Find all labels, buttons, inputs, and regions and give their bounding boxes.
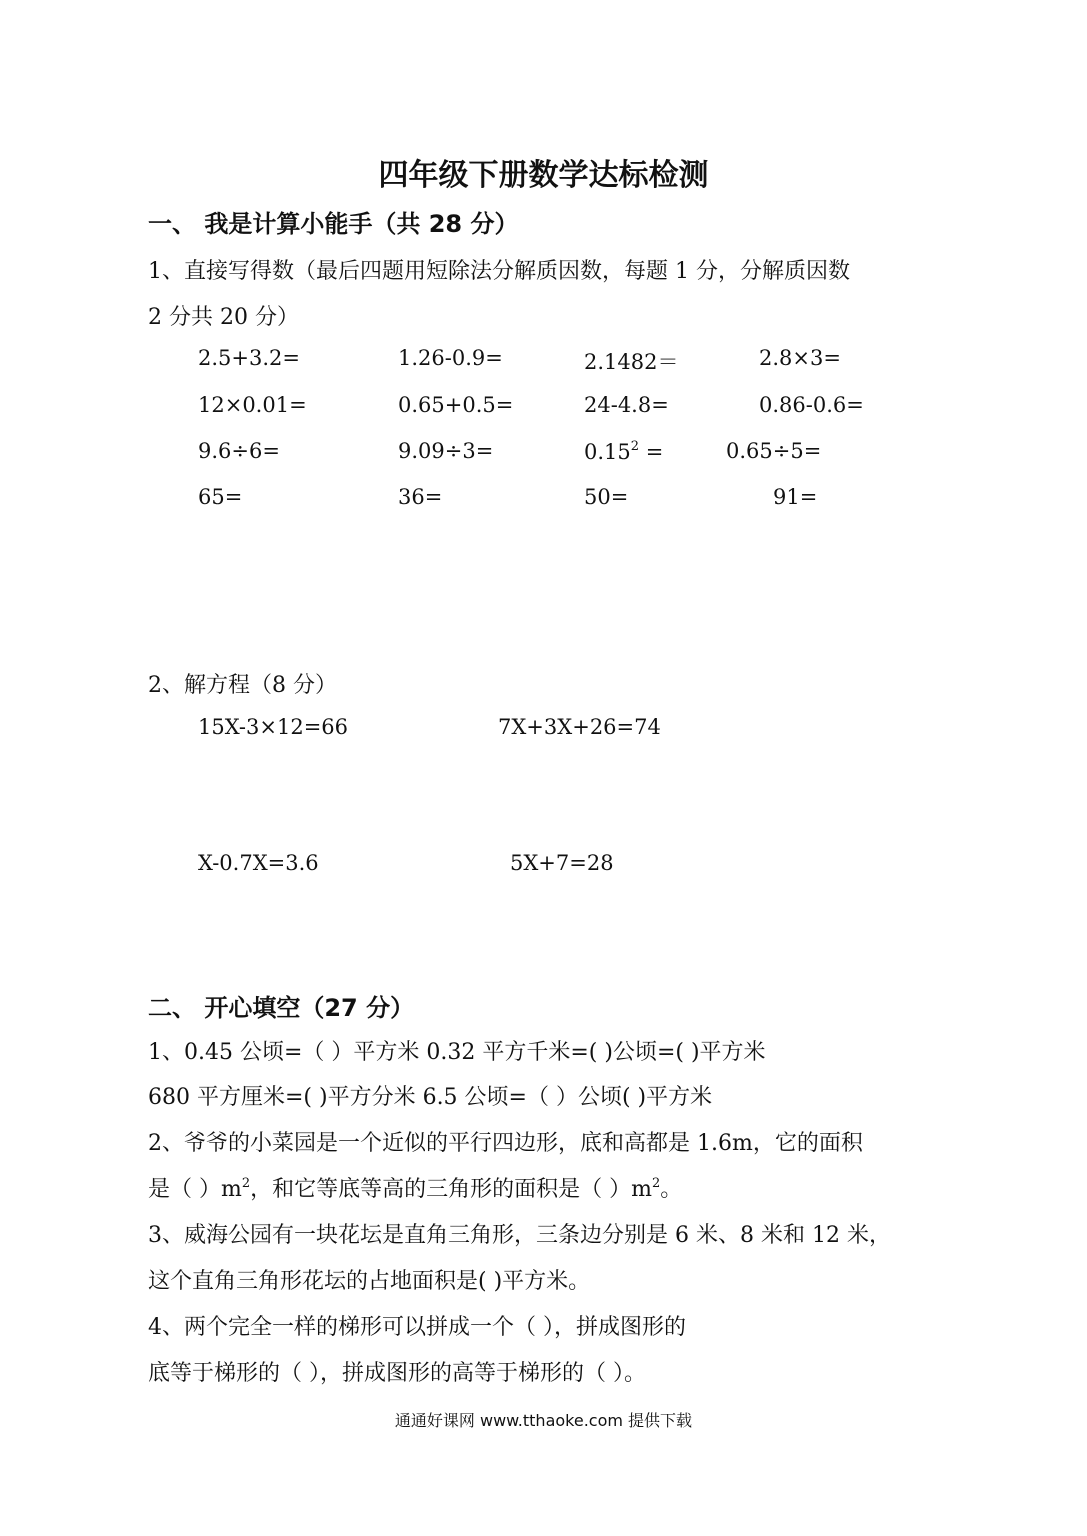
fill-line: 4、两个完全一样的梯形可以拼成一个（ ），拼成图形的 (148, 1315, 686, 1340)
factor-item: 91= (773, 485, 818, 509)
calc-item-square: $0.15^2$ = (584, 439, 664, 464)
section-1-heading: 一、 我是计算小能手（共 28 分） (148, 210, 519, 238)
footer-credit: 通通好课网 www.tthaoke.com 提供下载 (394, 1411, 693, 1430)
calc-item: 2.8×3= (759, 346, 841, 370)
factor-item: 50= (584, 485, 629, 509)
equation: 5X+7=28 (510, 851, 614, 875)
section-2-heading: 二、 开心填空（27 分） (148, 994, 415, 1022)
calc-item: 2.5+3.2= (198, 346, 300, 370)
q1-instruction-line2: 2 分共 20 分） (148, 305, 299, 330)
calc-item: 0.86-0.6= (759, 393, 864, 417)
calc-item: 12×0.01= (198, 393, 307, 417)
calc-item: 9.09÷3= (398, 439, 494, 463)
factor-item: 36= (398, 485, 443, 509)
calc-item: 0.65÷5= (726, 439, 822, 463)
calc-item: 1.26-0.9= (398, 346, 503, 370)
calc-item: 2.1482＝ (584, 350, 679, 374)
equation: 15X-3×12=66 (198, 715, 349, 739)
equation: 7X+3X+26=74 (498, 715, 661, 739)
q2-label: 2、解方程（8 分） (148, 673, 337, 698)
fill-line: 3、威海公园有一块花坛是直角三角形，三条边分别是 6 米、8 米和 12 米， (148, 1223, 891, 1248)
fill-line: 2、爷爷的小菜园是一个近似的平行四边形，底和高都是 1.6m，它的面积 (148, 1131, 863, 1156)
calc-item: 24-4.8= (584, 393, 669, 417)
calc-item: 0.65+0.5= (398, 393, 514, 417)
q1-instruction-line1: 1、直接写得数（最后四题用短除法分解质因数，每题 1 分，分解质因数 (148, 259, 850, 284)
equation: X-0.7X=3.6 (198, 851, 319, 875)
fill-line: 底等于梯形的（ ），拼成图形的高等于梯形的（ ）。 (148, 1361, 646, 1386)
page-title: 四年级下册数学达标检测 (378, 158, 709, 193)
fill-line: 这个直角三角形花坛的占地面积是( )平方米。 (148, 1269, 591, 1294)
fill-line-area: 是（ ）$m^2$，和它等底等高的三角形的面积是（ ）$m^2$。 (148, 1176, 683, 1202)
fill-line: 680 平方厘米=( )平方分米 6.5 公顷=（ ）公顷( )平方米 (148, 1085, 713, 1110)
fill-line: 1、0.45 公顷=（ ）平方米 0.32 平方千米=( )公顷=( )平方米 (148, 1040, 766, 1065)
factor-item: 65= (198, 485, 243, 509)
calc-item: 9.6÷6= (198, 439, 280, 463)
